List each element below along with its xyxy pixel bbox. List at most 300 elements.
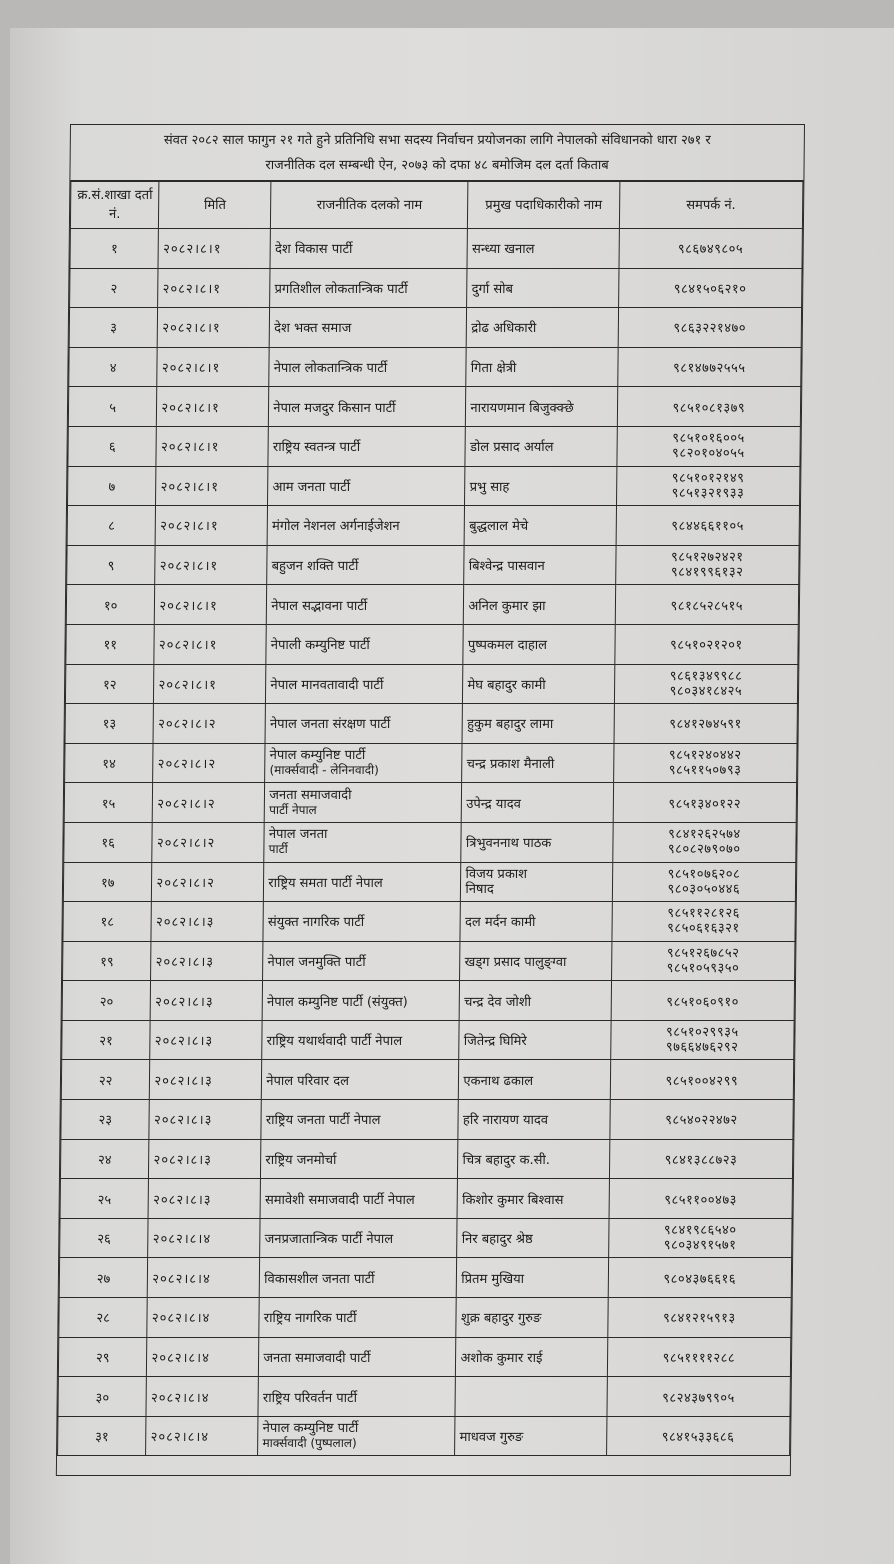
cell-chief-officer-text: सन्ध्या खनाल [472,242,535,258]
cell-contact-number-text: ९८०४३७६६१६ [663,1271,737,1287]
cell-contact-number [615,585,799,625]
cell-contact-number [609,1139,793,1179]
cell-chief-officer [456,1337,608,1377]
cell-chief-officer-text: विजय प्रकाश [465,866,528,882]
cell-chief-officer [460,902,612,942]
table-row [70,229,802,269]
cell-chief-officer-text: दल मर्दन कामी [464,915,536,931]
cell-date [151,981,263,1021]
table-row [60,1218,792,1258]
cell-serial-number [68,466,157,506]
cell-serial-number [59,1258,148,1298]
cell-contact-number-text: ९८१८५२८५१५ [670,598,744,614]
cell-chief-officer [460,981,612,1021]
cell-date-text: २०८२।८।४ [151,1311,211,1327]
cell-chief-officer [457,1258,609,1298]
cell-chief-officer [457,1179,609,1219]
cell-contact-number-text: ९८६३२२१४७० [673,321,747,337]
cell-chief-officer-text: मेघ बहादुर कामी [467,677,546,693]
cell-contact-number-text: ९८१४७७२५५५ [672,361,746,377]
cell-serial-number [62,981,151,1021]
cell-chief-officer [466,387,618,427]
cell-serial-number [65,664,154,704]
cell-serial-number-text: २७ [96,1271,111,1287]
cell-contact-number-text: ९८४१९९६१३२ [670,565,744,581]
cell-chief-officer [464,545,616,585]
cell-party-name [262,1020,460,1060]
cell-party-name [260,1258,458,1298]
cell-contact-number-text: ९८५४०२२४७२ [665,1113,738,1129]
cell-contact-number-text: ९८५१०२१२०१ [670,638,743,654]
table-row [61,1100,793,1140]
table-row [58,1377,790,1417]
table-row [60,1139,792,1179]
table-row [62,981,794,1021]
cell-party-name [268,426,466,466]
cell-contact-number-text: ९८५१०७६२०८ [667,866,741,882]
cell-contact-number [608,1258,792,1298]
cell-party-name-text: नेपाल सद्भावना पार्टी [271,598,368,614]
cell-serial-number-text: १९ [100,954,114,970]
cell-serial-number-text: ६ [108,440,116,456]
cell-serial-number-text: २० [99,994,114,1010]
cell-date [146,1377,258,1417]
cell-date-text: २०८२।८।३ [155,915,215,931]
table-row [66,585,798,625]
cell-serial-number [58,1337,147,1377]
cell-serial-number [69,308,158,348]
cell-serial-number [67,545,156,585]
cell-party-name-text: राष्ट्रिय परिवर्तन पार्टी [262,1390,358,1406]
cell-serial-number-text: २९ [95,1350,110,1366]
cell-date [146,1416,258,1456]
cell-contact-number [610,1020,794,1060]
cell-chief-officer-text: एकनाथ ढकाल [463,1073,534,1089]
table-row [68,466,800,506]
cell-date [158,268,270,308]
cell-party-name-text: पार्टी [268,842,288,857]
cell-date [155,545,267,585]
cell-contact-number [607,1337,791,1377]
cell-party-name-text: जनता समाजवादी [269,787,352,803]
cell-contact-number [616,466,800,506]
cell-party-name [259,1337,457,1377]
cell-date [158,229,270,269]
cell-party-name [269,387,467,427]
cell-contact-number-text: ९८५१२४०४४२ [668,748,742,764]
registration-table [57,181,803,1456]
cell-contact-number-text: ९८५१०८१३७९ [672,400,746,416]
cell-contact-number [612,862,796,902]
table-row [69,347,801,387]
cell-date-text: २०८२।८।१ [160,519,219,535]
cell-serial-number-text: ८ [108,519,115,535]
cell-serial-number-text: १२ [102,677,117,693]
cell-party-name [264,822,462,862]
paper-sheet [10,28,894,1564]
cell-chief-officer [462,704,614,744]
cell-contact-number [607,1298,791,1338]
cell-serial-number [63,862,152,902]
cell-contact-number [611,981,795,1021]
cell-date-text: २०८२।८।२ [156,875,215,891]
cell-contact-number [617,426,801,466]
cell-chief-officer-text: हरि नारायण यादव [462,1113,549,1129]
cell-date-text: २०८२।८।१ [160,479,220,495]
cell-date-text: २०८२।८।३ [153,1192,212,1208]
cell-serial-number-text: ३० [95,1390,110,1406]
cell-party-name-text: (मार्क्सवादी - लेनिनवादी) [269,763,379,778]
cell-contact-number-text: ९८६७४९८०५ [677,242,744,258]
table-row [62,1020,794,1060]
cell-party-name-text: विकासशील जनता पार्टी [264,1271,375,1287]
table-row [59,1298,791,1338]
cell-serial-number-text: ५ [109,400,117,416]
cell-date-text: २०८२।८।४ [150,1430,210,1446]
cell-date [149,1139,261,1179]
cell-date [153,743,265,783]
cell-party-name-text: नेपाल कम्युनिष्ट पार्टी (संयुक्त) [267,994,408,1010]
cell-chief-officer [461,822,613,862]
cell-contact-number [614,664,798,704]
cell-party-name [258,1377,456,1417]
cell-chief-officer [457,1218,609,1258]
cell-party-name [268,466,466,506]
table-row [68,387,800,427]
cell-party-name [265,743,463,783]
cell-serial-number [60,1179,149,1219]
table-row [68,426,800,466]
cell-contact-number-text: ९८५१०१६००५ [672,431,745,447]
cell-date-text: २०८२।८।३ [153,1113,213,1129]
cell-date-text: २०८२।८।१ [158,638,218,654]
cell-contact-number-text: ९८५०६१६३२१ [667,921,740,937]
cell-party-name-text: पार्टी नेपाल [269,802,317,817]
cell-contact-number-text: ९८०८२७९०७० [667,842,741,858]
cell-date-text: २०८२।८।१ [161,361,221,377]
party-registration-document [56,124,805,1476]
cell-party-name-text: जनता समाजवादी पार्टी [263,1350,371,1366]
cell-contact-number-text: ९८५१२६७८५२ [666,945,740,961]
cell-contact-number [618,268,802,308]
table-row [58,1337,790,1377]
table-row [63,862,795,902]
cell-date-text: २०८२।८।४ [152,1271,211,1287]
cell-serial-number [60,1218,149,1258]
table-row [64,822,796,862]
cell-contact-number-text: ९८२४३७९९०५ [662,1390,735,1406]
cell-chief-officer-text: गिता क्षेत्री [470,361,517,377]
cell-chief-officer [456,1298,608,1338]
cell-contact-number-text: ९८४१२७४५९१ [669,717,742,733]
cell-serial-number [64,822,153,862]
cell-party-name-text: मार्क्सवादी (पुष्पलाल) [262,1436,357,1451]
cell-date [154,664,266,704]
cell-contact-number-text: ९८५१३४०१२२ [668,796,742,812]
cell-date [149,1100,261,1140]
cell-party-name [261,1100,459,1140]
cell-contact-number [610,1100,794,1140]
cell-date [154,624,266,664]
cell-chief-officer-text: बिश्वेन्द्र पासवान [468,559,545,575]
cell-date-text: २०८२।८।४ [152,1232,212,1248]
cell-party-name-text: नेपाल मजदुर किसान पार्टी [273,400,396,416]
cell-party-name [262,1060,460,1100]
cell-party-name [266,624,464,664]
cell-chief-officer [466,347,618,387]
table-row [67,545,799,585]
cell-party-name [270,268,468,308]
cell-contact-number-text: ९८४१९८६५४० [663,1223,737,1239]
cell-date [153,704,265,744]
cell-chief-officer-text: प्रितम मुखिया [461,1271,525,1287]
table-row [65,704,797,744]
cell-party-name-text: संयुक्त नागरिक पार्टी [267,915,365,931]
cell-party-name-text: आम जनता पार्टी [272,479,351,495]
cell-serial-number [70,268,159,308]
cell-party-name-text: जनप्रजातान्त्रिक पार्टी नेपाल [264,1232,394,1248]
cell-date-text: २०८२।८।१ [162,321,221,337]
header-line-1: संवत २०८२ साल फागुन २१ गते हुने प्रतिनिधि सभा सदस्य निर्वाचन प्रयोजनका लागि नेपालको संविधानको धारा २७१ र [163,132,711,148]
table-row [69,308,801,348]
column-header-phone: समपर्क नं. [619,182,803,229]
cell-serial-number-text: ४ [109,361,117,377]
cell-serial-number-text: २४ [98,1152,112,1168]
cell-date-text: २०८२।८।२ [157,757,217,773]
cell-party-name-text: राष्ट्रिय जनता पार्टी नेपाल [265,1113,381,1129]
cell-party-name [269,347,467,387]
cell-date-text: २०८२।८।३ [155,954,215,970]
cell-party-name-text: राष्ट्रिय जनमोर्चा [265,1152,337,1168]
cell-serial-number [63,941,152,981]
cell-chief-officer [464,585,616,625]
cell-party-name-text: नेपाली कम्युनिष्ट पार्टी [270,638,370,654]
cell-date-text: २०८२।८।१ [161,400,220,416]
cell-date [152,862,264,902]
cell-serial-number-text: २६ [97,1232,111,1248]
cell-party-name-text: मंगोल नेशनल अर्गनाईजेशन [271,519,400,535]
cell-serial-number-text: १५ [101,796,116,812]
cell-chief-officer-text: चित्र बहादुर क.सी. [462,1152,551,1168]
cell-serial-number [63,902,152,942]
cell-party-name-text: नेपाल परिवार दल [266,1073,350,1089]
cell-contact-number [614,704,798,744]
cell-party-name [258,1416,456,1456]
cell-contact-number [619,229,803,269]
table-row [64,783,796,823]
cell-date [150,1060,262,1100]
cell-chief-officer-text: चन्द्र देव जोशी [464,994,532,1010]
cell-contact-number-text: ९७६६४७६२९२ [665,1040,739,1056]
cell-date-text: २०८२।८।३ [154,1073,213,1089]
cell-contact-number-text: ९८०३४१८४२५ [669,683,743,699]
cell-party-name [263,941,461,981]
cell-contact-number-text: ९८५११००४७३ [664,1192,737,1208]
table-row [61,1060,793,1100]
table-row [63,902,795,942]
cell-serial-number [66,624,155,664]
cell-contact-number [609,1179,793,1219]
cell-contact-number-text: ९८०३०५०४४६ [667,881,741,897]
cell-date-text: २०८२।८।२ [157,796,216,812]
cell-chief-officer-text: त्रिभुवननाथ पाठक [465,836,552,852]
cell-date-text: २०८२।८।१ [160,440,220,456]
cell-party-name-text: प्रगतिशील लोकतान्त्रिक पार्टी [274,281,408,297]
cell-party-name-text: समावेशी समाजवादी पार्टी नेपाल [264,1192,415,1208]
cell-chief-officer-text: निर बहादुर श्रेष्ठ [461,1232,533,1248]
cell-chief-officer-text: नारायणमान बिजुक्क्छे [470,400,574,416]
cell-chief-officer-text: दुर्गा सोब [471,281,514,297]
cell-chief-officer [455,1377,607,1417]
cell-date [148,1218,260,1258]
cell-date [153,783,265,823]
cell-serial-number-text: १४ [102,757,116,773]
cell-serial-number [58,1377,147,1417]
cell-date-text: २०८२।८।४ [151,1390,210,1406]
cell-serial-number-text: ३ [110,321,118,337]
cell-serial-number [68,387,157,427]
cell-date [156,506,268,546]
cell-serial-number [67,506,156,546]
cell-chief-officer [463,664,615,704]
cell-chief-officer [462,783,614,823]
cell-chief-officer [465,426,617,466]
cell-party-name-text: राष्ट्रिय स्वतन्त्र पार्टी [272,440,361,456]
column-header-party: राजनीतिक दलको नाम [271,182,469,229]
cell-serial-number [65,704,154,744]
cell-party-name-text: नेपाल कम्युनिष्ट पार्टी [269,748,366,764]
cell-contact-number [613,783,797,823]
cell-chief-officer [459,1020,611,1060]
cell-party-name [266,664,464,704]
table-row [70,268,802,308]
cell-contact-number-text: ९८२०१०४०५५ [672,446,745,462]
cell-chief-officer [461,862,613,902]
cell-serial-number [66,585,155,625]
cell-chief-officer-text: हुकुम बहादुर लामा [467,717,554,733]
cell-date [151,941,263,981]
cell-contact-number-text: ९८५११२८१२६ [667,906,740,922]
cell-serial-number-text: २५ [97,1192,112,1208]
cell-contact-number-text: ९८०३४९१५७१ [663,1238,737,1254]
cell-party-name [260,1179,458,1219]
cell-party-name-text: नेपाल लोकतान्त्रिक पार्टी [273,361,388,377]
cell-contact-number-text: ९८५१०६०९१० [666,994,740,1010]
cell-contact-number [610,1060,794,1100]
cell-party-name [263,902,461,942]
table-row [63,941,795,981]
cell-serial-number [62,1020,151,1060]
cell-date [147,1298,259,1338]
cell-serial-number [69,347,158,387]
cell-chief-officer-text: किशोर कुमार बिश्वास [462,1192,564,1208]
cell-date-text: २०८२।८।१ [159,598,218,614]
table-header-row [70,182,802,229]
cell-contact-number-text: ९८५११११२८८ [662,1350,736,1366]
cell-contact-number [618,308,802,348]
cell-chief-officer [467,268,619,308]
cell-contact-number [608,1218,792,1258]
cell-serial-number-text: १७ [100,875,115,891]
cell-chief-officer-text: चन्द्र प्रकाश मैनाली [466,757,555,773]
cell-date [152,822,264,862]
cell-party-name-text: राष्ट्रिय समता पार्टी नेपाल [268,875,383,891]
cell-contact-number-text: ९८५१२७२४२१ [670,550,744,566]
cell-serial-number-text: ७ [108,479,116,495]
cell-serial-number [59,1298,148,1338]
cell-chief-officer [459,1060,611,1100]
cell-party-name-text: देश विकास पार्टी [274,242,353,258]
cell-serial-number [60,1139,149,1179]
cell-contact-number-text: ९८४१२१५९१३ [662,1311,736,1327]
column-header-date: मिति [159,182,271,229]
cell-date-text: २०८२।८।१ [162,281,222,297]
table-row [65,664,797,704]
cell-serial-number-text: १ [110,242,118,258]
cell-serial-number [70,229,159,269]
cell-serial-number [64,783,153,823]
cell-party-name-text: नेपाल जनता [268,827,328,843]
cell-party-name [267,585,465,625]
cell-serial-number-text: १० [103,598,118,614]
cell-party-name-text: राष्ट्रिय नागरिक पार्टी [263,1311,357,1327]
header-line-2: राजनीतिक दल सम्बन्धी ऐन, २०७३ को दफा ४८ बमोजिम दल दर्ता किताब [265,157,609,173]
cell-party-name-text: राष्ट्रिय यथार्थवादी पार्टी नेपाल [266,1034,403,1050]
cell-contact-number [612,902,796,942]
cell-contact-number [617,347,801,387]
cell-party-name [259,1298,457,1338]
cell-date-text: २०८२।८।१ [159,559,219,575]
cell-serial-number-text: १३ [102,717,117,733]
cell-contact-number-text: ९८५१०५९३५० [666,960,740,976]
cell-chief-officer-text: बुद्धलाल मेचे [469,519,529,535]
cell-party-name-text: नेपाल कम्युनिष्ट पार्टी [262,1421,359,1437]
cell-serial-number-text: २ [110,281,118,297]
cell-serial-number-text: १६ [101,836,116,852]
cell-chief-officer-text: खड्ग प्रसाद पालुङ्ग्वा [464,954,567,970]
cell-contact-number [606,1416,790,1456]
cell-chief-officer-text: शुक्र बहादुर गुरुङ [460,1311,542,1327]
cell-contact-number-text: ९८४१५३३६८६ [661,1430,735,1446]
cell-chief-officer-text: माधवज गुरुङ [459,1430,524,1446]
cell-party-name [267,506,465,546]
cell-serial-number-text: ३१ [95,1430,109,1446]
cell-contact-number-text: ९८५१०१२१४९ [671,470,745,486]
cell-serial-number [65,743,154,783]
cell-date [147,1337,259,1377]
cell-serial-number-text: ११ [103,638,118,654]
cell-chief-officer-text: डोल प्रसाद अर्याल [469,440,554,456]
cell-date-text: २०८२।८।४ [151,1350,210,1366]
cell-date [151,902,263,942]
cell-contact-number-text: ९८५१००४२९९ [665,1073,739,1089]
table-row [65,743,797,783]
cell-party-name [265,704,463,744]
cell-party-name [267,545,465,585]
cell-date [157,347,269,387]
cell-chief-officer [467,308,619,348]
table-row [58,1416,790,1456]
table-row [66,624,798,664]
cell-chief-officer [455,1416,607,1456]
cell-date-text: २०८२।८।३ [153,1152,213,1168]
cell-party-name-text: नेपाल मानवतावादी पार्टी [270,677,384,693]
cell-contact-number-text: ९८५११५०७९३ [668,763,742,779]
cell-chief-officer [462,743,614,783]
cell-contact-number [617,387,801,427]
cell-chief-officer-text: उपेन्द्र यादव [466,796,521,812]
cell-chief-officer [467,229,619,269]
